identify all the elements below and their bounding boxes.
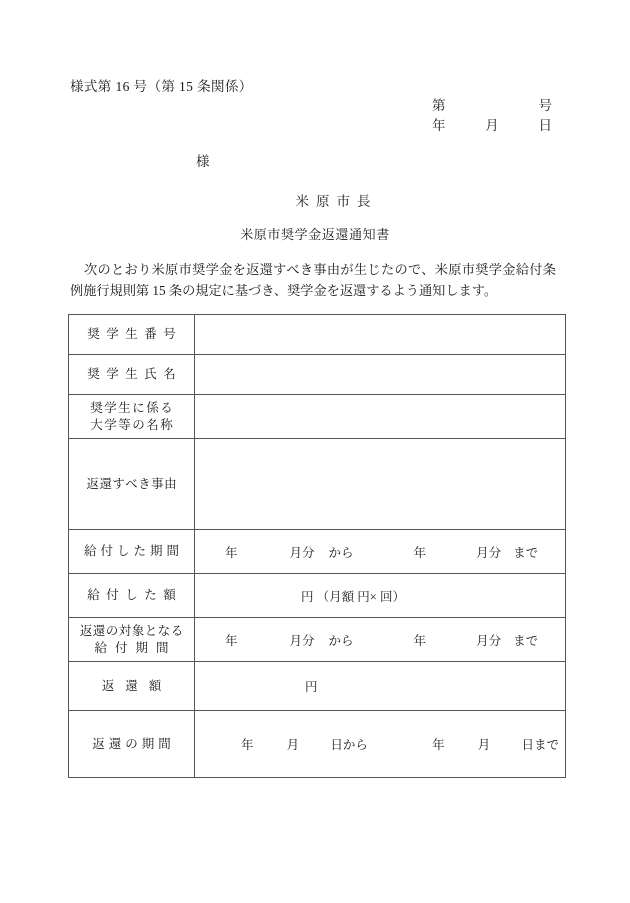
date-month-label: 月 (485, 118, 499, 133)
period-from-suffix: から (328, 633, 354, 648)
document-number-label: 第 (432, 98, 446, 113)
table-row (69, 315, 566, 355)
amount-yen: 円 (301, 589, 314, 604)
document-date-line (432, 116, 552, 136)
document-number-suffix: 号 (538, 98, 552, 113)
row-label-student-number: 奨学生番号 (69, 315, 195, 355)
amount-single-field (201, 677, 559, 695)
period-to-year: 年 (413, 633, 427, 648)
table-row (69, 662, 566, 711)
table-row (69, 711, 566, 778)
document-meta (432, 96, 552, 136)
row-label-school-name: 奨学生に係る 大学等の名称 (69, 395, 195, 439)
amount-times-close: 回） (379, 589, 405, 604)
table-row (69, 574, 566, 618)
notice-form-table (68, 314, 566, 778)
row-label-repayment-amount: 返還額 (69, 662, 195, 711)
period-from-year: 年 (225, 545, 238, 560)
amount-monthly-open: （月額 (316, 589, 355, 604)
addressee-honorific: 様 (196, 154, 210, 169)
daterange-from-year: 年 (241, 738, 254, 752)
period-from-month: 月分 (289, 633, 315, 648)
row-value-school-name[interactable] (195, 395, 566, 439)
row-label-granted-amount: 給付した額 (69, 574, 195, 618)
period-field (201, 543, 559, 561)
period-to-suffix: まで (513, 633, 539, 648)
daterange-from-day: 日から (330, 738, 368, 752)
row-value-student-name[interactable] (195, 355, 566, 395)
row-label-granted-period: 給付した期間 (69, 530, 195, 574)
table-row (69, 439, 566, 530)
daterange-field (201, 735, 559, 753)
document-number-line (432, 96, 552, 116)
row-label-student-name: 奨学生氏名 (69, 355, 195, 395)
period-from-suffix: から (328, 545, 354, 560)
table-row (69, 395, 566, 439)
daterange-to-year: 年 (432, 738, 445, 752)
period-from-month: 月分 (289, 545, 315, 560)
period-to-year: 年 (413, 545, 427, 560)
amount-yen-times: 円× (357, 589, 377, 604)
period-to-month: 月分 (476, 545, 502, 560)
period-to-month: 月分 (476, 633, 502, 648)
row-value-repayment-reason[interactable] (195, 439, 566, 530)
issuer-name: 米原市長 (295, 194, 378, 209)
amount-detail-field (201, 587, 559, 605)
row-value-student-number[interactable] (195, 315, 566, 355)
intro-paragraph: 次のとおり米原市奨学金を返還すべき事由が生じたので、米原市奨学金給付条例施行規則第 15 条の規定に基づき、奨学金を返還するよう通知します。 (70, 262, 556, 298)
row-label-repayment-reason: 返還すべき事由 (69, 439, 195, 530)
form-number: 様式第 16 号（第 15 条関係） (70, 79, 253, 94)
row-value-repayment-period[interactable] (195, 711, 566, 778)
daterange-to-month: 月 (477, 738, 491, 752)
date-day-label: 日 (538, 118, 552, 133)
row-label-target-period: 返還の対象となる 給付期間 (69, 618, 195, 662)
page-title: 米原市奨学金返還通知書 (240, 227, 390, 242)
row-value-repayment-amount[interactable] (195, 662, 566, 711)
daterange-to-day: 日まで (521, 738, 559, 752)
table-row (69, 530, 566, 574)
daterange-from-month: 月 (286, 738, 300, 752)
date-year-label: 年 (432, 118, 446, 133)
period-field (201, 631, 559, 649)
row-value-target-period[interactable] (195, 618, 566, 662)
row-label-repayment-period: 返還の期間 (69, 711, 195, 778)
period-from-year: 年 (225, 633, 238, 648)
row-value-granted-period[interactable] (195, 530, 566, 574)
row-value-granted-amount[interactable] (195, 574, 566, 618)
table-row (69, 355, 566, 395)
amount-yen: 円 (305, 680, 318, 694)
period-to-suffix: まで (513, 545, 539, 560)
table-row (69, 618, 566, 662)
